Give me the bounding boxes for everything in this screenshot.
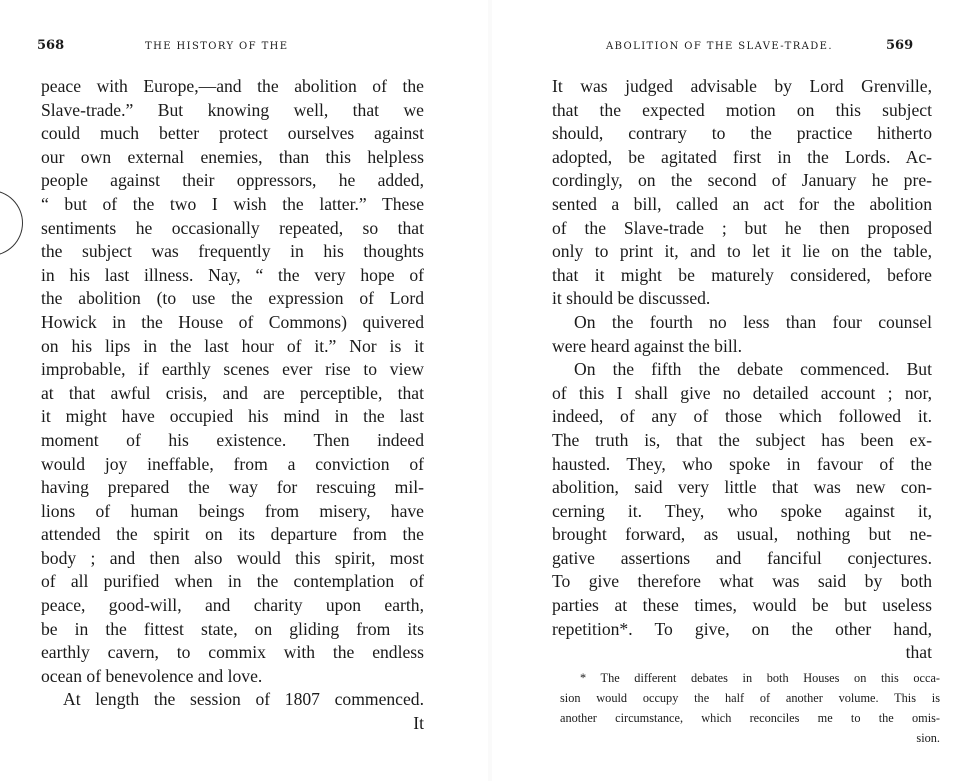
text-line: adopted, be agitated first in the Lords. Ac-	[552, 146, 932, 167]
text-line: should, contrary to the practice hitherto	[552, 123, 932, 144]
text-line: people against their oppressors, he added,	[41, 170, 424, 191]
right-body-text	[552, 75, 932, 665]
text-line: At length the session of 1807 commenced.	[63, 689, 424, 710]
text-line: body ; and then also would this spirit, most	[41, 547, 424, 568]
text-line: could much better protect ourselves against	[41, 123, 424, 144]
text-line: on his lips in the last hour of it.” Nor is it	[41, 335, 424, 356]
text-line: On the fifth the debate commenced. But	[574, 359, 932, 380]
text-line: abolition, said very little that was new con-	[552, 477, 932, 498]
footnote	[560, 668, 940, 748]
text-line: brought forward, as usual, nothing but ne-	[552, 524, 932, 545]
catchword: It	[413, 713, 424, 734]
right-page-number: 569	[886, 38, 914, 53]
text-line: gative assertions and fanciful conjectures.	[552, 547, 932, 568]
page-edge-mark	[0, 190, 23, 256]
text-line: To give therefore what was said by both	[552, 571, 932, 592]
text-line: the abolition (to use the expression of Lord	[41, 288, 424, 309]
text-line: sentiments he occasionally repeated, so that	[41, 217, 424, 238]
text-line: our own external enemies, than this helpless	[41, 146, 424, 167]
text-line: of the Slave-trade ; but he then proposed	[552, 217, 932, 238]
text-line: that it might be maturely considered, before	[552, 264, 932, 285]
text-line: Howick in the House of Commons) quivered	[41, 311, 424, 332]
text-line: the subject was frequently in his thoughts	[41, 241, 424, 262]
text-line: in his last illness. Nay, “ the very hope of	[41, 264, 424, 285]
text-line: cerning it. They, who spoke against it,	[552, 500, 932, 521]
right-page	[490, 0, 980, 781]
text-line: parties at these times, would be but useless	[552, 595, 932, 616]
text-line: improbable, if earthly scenes ever rise to view	[41, 359, 424, 380]
text-line: The truth is, that the subject has been ex-	[552, 429, 932, 450]
text-line: of this I shall give no detailed account ; nor,	[552, 382, 932, 403]
text-line: Slave-trade.” But knowing well, that we	[41, 99, 424, 120]
text-line: be in the fittest state, on gliding from its	[41, 618, 424, 639]
text-line: indeed, of any of those which followed it.	[552, 406, 932, 427]
text-line: peace with Europe,—and the abolition of the	[41, 76, 424, 96]
text-line: moment of his existence. Then indeed	[41, 429, 424, 450]
left-body-text	[41, 75, 424, 736]
catchword: that	[905, 642, 932, 663]
text-line: earthly cavern, to commix with the endless	[41, 642, 424, 663]
text-line: would joy ineffable, from a conviction of	[41, 453, 424, 474]
text-line: It was judged advisable by Lord Grenville,	[552, 76, 932, 96]
left-page-number: 568	[37, 38, 65, 53]
text-line: that the expected motion on this subject	[552, 99, 932, 120]
text-line: having prepared the way for rescuing mil-	[41, 477, 424, 498]
text-line: of all purified when in the contemplation of	[41, 571, 424, 592]
text-line: were heard against the bill.	[552, 335, 743, 356]
text-line: at that awful crisis, and are perceptible, that	[41, 382, 424, 403]
footnote-line: sion would occupy the half of another volume. This is	[560, 691, 940, 705]
text-line: “ but of the two I wish the latter.” These	[41, 193, 424, 214]
text-line: repetition*. To give, on the other hand,	[552, 618, 932, 639]
text-line: On the fourth no less than four counsel	[574, 311, 932, 332]
text-line: hausted. They, who spoke in favour of the	[552, 453, 932, 474]
text-line: it should be discussed.	[552, 288, 711, 309]
text-line: peace, good-will, and charity upon earth,	[41, 595, 424, 616]
right-running-head: ABOLITION OF THE SLAVE-TRADE.	[606, 41, 833, 52]
left-running-head: THE HISTORY OF THE	[145, 41, 289, 52]
text-line: sented a bill, called an act for the abolition	[552, 193, 932, 214]
footnote-line: sion.	[916, 731, 940, 745]
text-line: ocean of benevolence and love.	[41, 665, 263, 686]
footnote-line: * The different debates in both Houses on this occa-	[580, 671, 940, 685]
text-line: cordingly, on the second of January he pre-	[552, 170, 932, 191]
footnote-line: another circumstance, which reconciles me to the omis-	[560, 711, 940, 725]
text-line: lions of human beings from misery, have	[41, 500, 424, 521]
text-line: it might have occupied his mind in the last	[41, 406, 424, 427]
text-line: attended the spirit on its departure from the	[41, 524, 424, 545]
text-line: only to print it, and to let it lie on the table,	[552, 241, 932, 262]
